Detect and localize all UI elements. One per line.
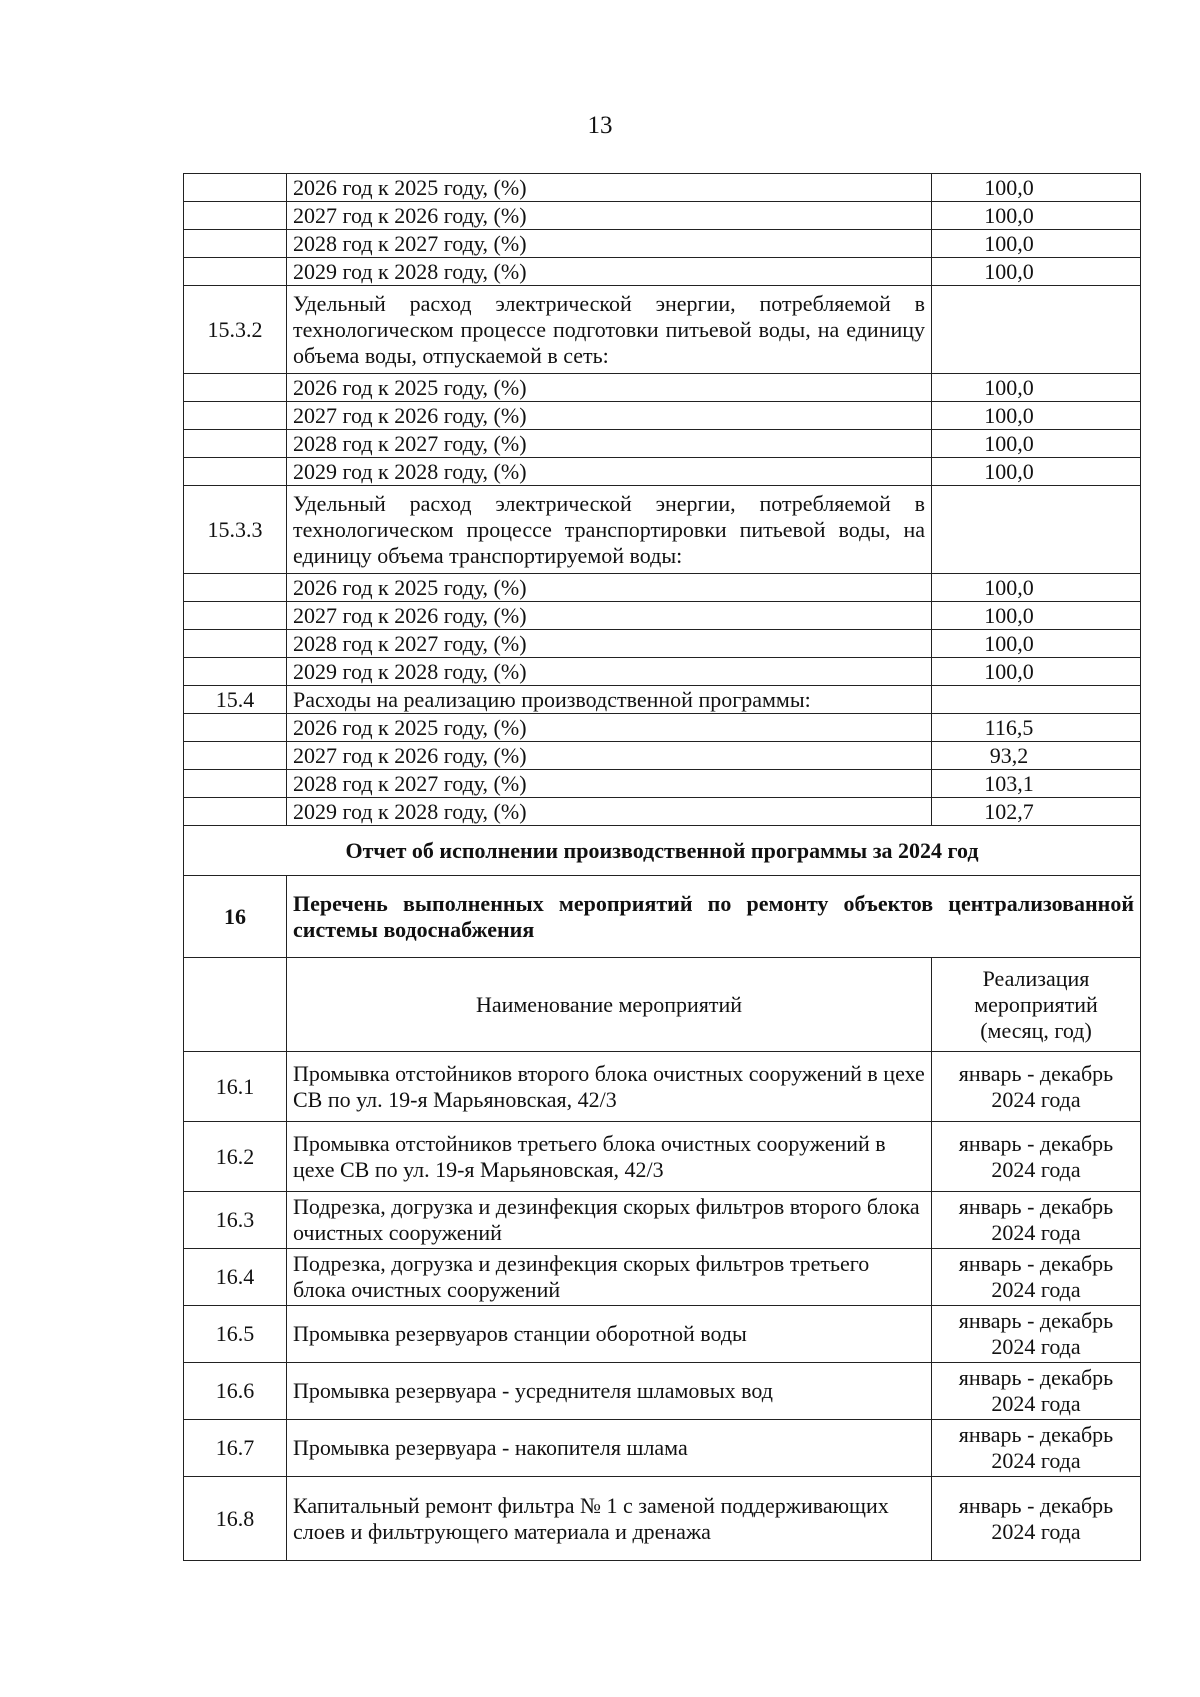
item-date <box>932 1249 1141 1306</box>
item-date-year: 2024 года <box>991 1391 1081 1416</box>
row-number <box>184 630 287 658</box>
row-value: 93,2 <box>932 742 1141 770</box>
item-date <box>932 1052 1141 1122</box>
column-header-empty <box>184 958 287 1052</box>
column-header-name: Наименование мероприятий <box>287 958 932 1052</box>
row-value: 100,0 <box>932 258 1141 286</box>
row-number <box>184 770 287 798</box>
row-value: 100,0 <box>932 202 1141 230</box>
table-row <box>184 486 1141 574</box>
row-value: 116,5 <box>932 714 1141 742</box>
row-text: 2029 год к 2028 году, (%) <box>287 458 932 486</box>
row-text: 2028 год к 2027 году, (%) <box>287 770 932 798</box>
item-number: 16.6 <box>184 1363 287 1420</box>
row-number <box>184 230 287 258</box>
table-row <box>184 1122 1141 1192</box>
row-text: 2027 год к 2026 году, (%) <box>287 402 932 430</box>
row-number <box>184 458 287 486</box>
item-date-year: 2024 года <box>991 1156 1081 1182</box>
table-row <box>184 602 1141 630</box>
row-number: 15.3.2 <box>184 286 287 374</box>
row-number <box>184 258 287 286</box>
row-number <box>184 402 287 430</box>
table-row <box>184 1192 1141 1249</box>
row-number <box>184 798 287 826</box>
table-row <box>184 230 1141 258</box>
row-value: 100,0 <box>932 174 1141 202</box>
item-date-year: 2024 года <box>991 1334 1081 1359</box>
item-number: 16.5 <box>184 1306 287 1363</box>
row-number <box>184 430 287 458</box>
row-text: 2027 год к 2026 году, (%) <box>287 742 932 770</box>
table-row <box>184 1306 1141 1363</box>
item-text: Промывка отстойников третьего блока очистных сооружений в цехе СВ по ул. 19-я Марьяновская, 42/3 <box>287 1122 932 1192</box>
row-text: Удельный расход электрической энергии, потребляемой в технологическом процессе транспортировки питьевой воды, на единицу объема транспортируемой воды: <box>287 486 932 574</box>
item-number: 16.1 <box>184 1052 287 1122</box>
table-row <box>184 798 1141 826</box>
item-number: 16.7 <box>184 1420 287 1477</box>
report-title-row <box>184 826 1141 876</box>
table-row <box>184 714 1141 742</box>
section-16-header <box>184 876 1141 958</box>
row-text: 2026 год к 2025 году, (%) <box>287 714 932 742</box>
table-row <box>184 202 1141 230</box>
row-number <box>184 658 287 686</box>
table-row <box>184 258 1141 286</box>
table-row <box>184 1249 1141 1306</box>
item-text: Промывка резервуаров станции оборотной воды <box>287 1306 932 1363</box>
row-text: 2029 год к 2028 году, (%) <box>287 798 932 826</box>
item-text: Промывка отстойников второго блока очистных сооружений в цехе СВ по ул. 19-я Марьяновская, 42/3 <box>287 1052 932 1122</box>
table-row <box>184 458 1141 486</box>
table-row <box>184 658 1141 686</box>
item-date-year: 2024 года <box>991 1518 1081 1544</box>
item-date-range: январь - декабрь <box>958 1365 1114 1390</box>
row-value: 102,7 <box>932 798 1141 826</box>
row-value <box>932 686 1141 714</box>
row-value: 100,0 <box>932 374 1141 402</box>
item-number: 16.8 <box>184 1477 287 1561</box>
row-number <box>184 574 287 602</box>
row-value: 100,0 <box>932 574 1141 602</box>
table-row <box>184 770 1141 798</box>
row-value: 100,0 <box>932 602 1141 630</box>
row-text: 2029 год к 2028 году, (%) <box>287 258 932 286</box>
table-row <box>184 1052 1141 1122</box>
item-text: Промывка резервуара - накопителя шлама <box>287 1420 932 1477</box>
row-number: 15.4 <box>184 686 287 714</box>
row-text: 2027 год к 2026 году, (%) <box>287 602 932 630</box>
item-date-range: январь - декабрь <box>958 1130 1114 1156</box>
section-number: 16 <box>184 876 287 958</box>
table-row <box>184 174 1141 202</box>
table-row <box>184 402 1141 430</box>
item-date <box>932 1363 1141 1420</box>
row-number <box>184 374 287 402</box>
row-text: 2028 год к 2027 году, (%) <box>287 630 932 658</box>
column-header-row <box>184 958 1141 1052</box>
item-date-range: январь - декабрь <box>958 1492 1114 1518</box>
row-value: 100,0 <box>932 658 1141 686</box>
page-number: 13 <box>587 112 613 139</box>
item-date-year: 2024 года <box>991 1086 1081 1112</box>
row-number <box>184 202 287 230</box>
row-value: 100,0 <box>932 230 1141 258</box>
report-title: Отчет об исполнении производственной программы за 2024 год <box>184 826 1141 876</box>
program-table <box>183 173 1141 1561</box>
row-text: 2026 год к 2025 году, (%) <box>287 574 932 602</box>
item-text: Подрезка, догрузка и дезинфекция скорых фильтров второго блока очистных сооружений <box>287 1192 932 1249</box>
row-number <box>184 714 287 742</box>
row-text: 2028 год к 2027 году, (%) <box>287 230 932 258</box>
item-date-year: 2024 года <box>991 1277 1081 1302</box>
row-value: 100,0 <box>932 458 1141 486</box>
table-row <box>184 374 1141 402</box>
column-header-date: Реализация мероприятий (месяц, год) <box>932 958 1141 1052</box>
table-row <box>184 286 1141 374</box>
row-text: Удельный расход электрической энергии, потребляемой в технологическом процессе подготовки питьевой воды, на единицу объема воды, отпускаемой в сеть: <box>287 286 932 374</box>
row-value <box>932 486 1141 574</box>
item-date-year: 2024 года <box>991 1448 1081 1473</box>
row-text: Расходы на реализацию производственной программы: <box>287 686 932 714</box>
row-value <box>932 286 1141 374</box>
table-row <box>184 1420 1141 1477</box>
item-date <box>932 1477 1141 1561</box>
item-date <box>932 1122 1141 1192</box>
row-number <box>184 742 287 770</box>
item-text: Капитальный ремонт фильтра № 1 с заменой поддерживающих слоев и фильтрующего материала и дренажа <box>287 1477 932 1561</box>
row-value: 100,0 <box>932 630 1141 658</box>
item-date <box>932 1192 1141 1249</box>
item-number: 16.4 <box>184 1249 287 1306</box>
row-value: 100,0 <box>932 402 1141 430</box>
row-text: 2029 год к 2028 году, (%) <box>287 658 932 686</box>
table-row <box>184 430 1141 458</box>
item-date <box>932 1420 1141 1477</box>
item-date-range: январь - декабрь <box>958 1060 1114 1086</box>
row-value: 103,1 <box>932 770 1141 798</box>
row-value: 100,0 <box>932 430 1141 458</box>
item-date-range: январь - декабрь <box>958 1251 1114 1276</box>
table-row <box>184 574 1141 602</box>
table-row <box>184 1477 1141 1561</box>
item-text: Подрезка, догрузка и дезинфекция скорых фильтров третьего блока очистных сооружений <box>287 1249 932 1306</box>
table-row <box>184 742 1141 770</box>
item-date-range: январь - декабрь <box>958 1422 1114 1447</box>
row-text: 2026 год к 2025 году, (%) <box>287 374 932 402</box>
row-number: 15.3.3 <box>184 486 287 574</box>
row-text: 2026 год к 2025 году, (%) <box>287 174 932 202</box>
item-number: 16.2 <box>184 1122 287 1192</box>
item-date-year: 2024 года <box>991 1220 1081 1245</box>
item-date-range: январь - декабрь <box>958 1194 1114 1219</box>
item-text: Промывка резервуара - усреднителя шламовых вод <box>287 1363 932 1420</box>
row-number <box>184 174 287 202</box>
table-row <box>184 630 1141 658</box>
item-number: 16.3 <box>184 1192 287 1249</box>
row-number <box>184 602 287 630</box>
table-row <box>184 1363 1141 1420</box>
item-date <box>932 1306 1141 1363</box>
row-text: 2028 год к 2027 году, (%) <box>287 430 932 458</box>
section-title: Перечень выполненных мероприятий по ремонту объектов централизованной системы водоснабжения <box>287 876 1141 958</box>
item-date-range: январь - декабрь <box>958 1308 1114 1333</box>
row-text: 2027 год к 2026 году, (%) <box>287 202 932 230</box>
table-row <box>184 686 1141 714</box>
